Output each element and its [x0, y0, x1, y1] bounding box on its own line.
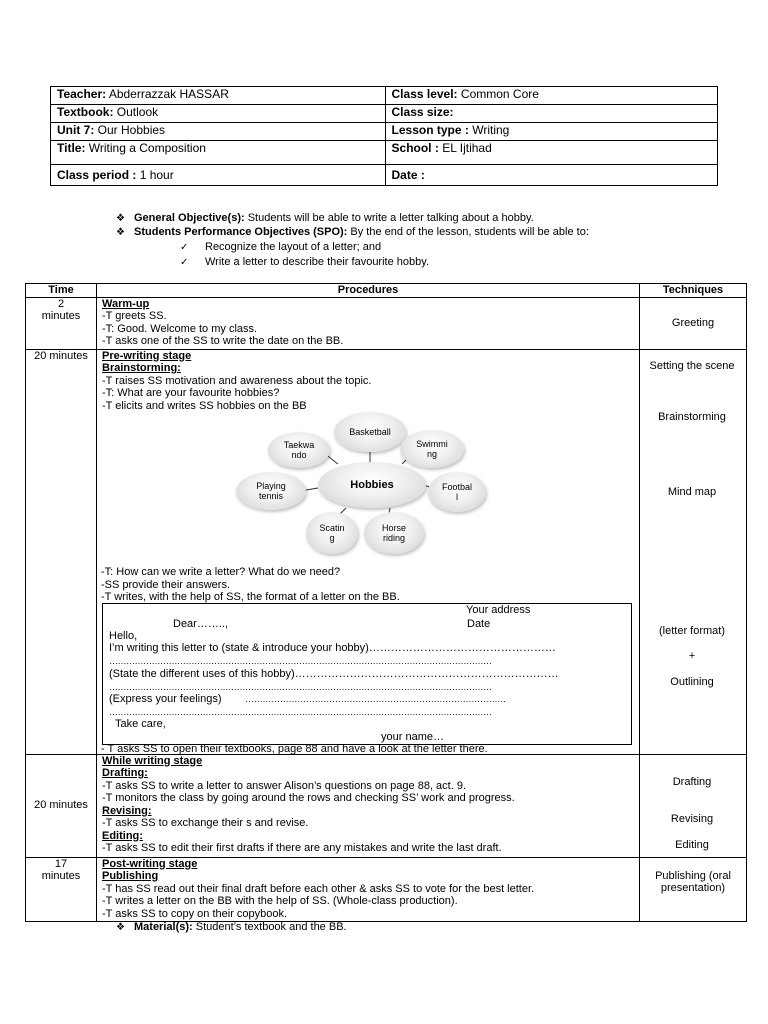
teacher-value: Abderrazzak HASSAR	[106, 87, 229, 101]
class-level-value: Common Core	[457, 87, 539, 101]
node-label: g	[329, 533, 335, 543]
spo-check-text: Write a letter to describe their favourite hobby.	[205, 256, 429, 268]
technique-mind-map: Mind map	[667, 486, 717, 498]
node-label: ng	[426, 449, 437, 459]
spo-check-text: Recognize the layout of a letter; and	[205, 241, 382, 253]
prewriting-letter-steps	[101, 566, 400, 604]
skating-node	[306, 512, 358, 554]
lesson-type-label: Lesson type :	[391, 123, 469, 137]
title-cell	[51, 141, 386, 165]
technique-setting-scene: Setting the scene	[649, 360, 735, 372]
date-label: Date :	[391, 167, 425, 182]
textbook-cell	[51, 105, 386, 123]
unit-value: Our Hobbies	[94, 123, 166, 137]
technique-drafting: Drafting	[672, 776, 712, 788]
spo-objective	[116, 225, 589, 240]
procedure-line: -T: How can we write a letter? What do we need?	[101, 566, 341, 578]
hobbies-mind-map	[230, 408, 490, 558]
class-period-value: 1 hour	[136, 167, 174, 182]
procedure-line: -T asks SS to write a letter to answer Alison’s questions on page 88, act. 9.	[102, 779, 467, 792]
date-cell	[385, 165, 717, 186]
unit-cell	[51, 123, 386, 141]
taekwando-node	[268, 432, 330, 468]
procedure-line: -T greets SS.	[102, 310, 167, 322]
class-period-cell	[51, 165, 386, 186]
school-cell	[385, 141, 717, 165]
general-objective-text: Students will be able to write a letter talking about a hobby.	[244, 212, 534, 224]
warmup-procedure	[97, 297, 640, 349]
prewriting-time: 20 minutes	[26, 349, 97, 754]
warmup-time	[26, 297, 97, 349]
postwriting-time-unit: minutes	[41, 870, 81, 882]
letter-format-box	[102, 603, 632, 745]
editing-title: Editing:	[102, 829, 143, 842]
node-label: riding	[382, 533, 405, 543]
procedure-line: -T writes a letter on the BB with the help of SS. (Whole-class production).	[102, 895, 458, 907]
warmup-title: Warm-up	[102, 297, 150, 310]
materials	[116, 920, 347, 935]
class-period-label: Class period :	[57, 167, 137, 182]
letter-line-feelings: (Express your feelings)	[109, 693, 222, 705]
title-value: Writing a Composition	[85, 141, 206, 155]
materials-label: Material(s):	[134, 921, 193, 933]
node-label: Horse	[381, 523, 406, 533]
whilewriting-title: While writing stage	[102, 754, 203, 767]
class-level-label: Class level:	[391, 87, 458, 101]
publishing-title: Publishing	[102, 870, 159, 882]
postwriting-technique	[640, 857, 747, 921]
procedure-line: -SS provide their answers.	[101, 578, 230, 591]
procedure-line: -T: Good. Welcome to my class.	[102, 322, 258, 335]
postwriting-row	[26, 857, 747, 921]
procedure-line: -T asks SS to edit their first drafts if there are any mistakes and write the last draft.	[102, 842, 502, 854]
basketball-node	[334, 412, 406, 452]
class-size-label: Class size:	[391, 105, 454, 119]
technique-plus: +	[688, 650, 696, 662]
spo-check-2	[180, 255, 429, 270]
node-label: Playing	[256, 481, 286, 491]
node-label: Taekwa	[283, 440, 315, 450]
postwriting-time-number: 17	[54, 857, 68, 870]
spo-text: By the end of the lesson, students will be able to:	[347, 226, 589, 238]
general-objective	[116, 211, 534, 226]
node-label: Swimmi	[416, 439, 448, 449]
teacher-label: Teacher:	[57, 87, 107, 101]
class-level-cell	[385, 87, 717, 105]
teacher-cell	[51, 87, 386, 105]
letter-dots: ………………………………………………………………………………………………………………………	[109, 656, 492, 666]
node-label: Footbal	[441, 482, 473, 492]
node-label: tennis	[258, 491, 284, 501]
technique-editing: Editing	[675, 839, 709, 851]
prewriting-last-line: - T asks SS to open their textbooks, page 88 and have a look at the letter there.	[101, 743, 488, 755]
procedure-line: -T: What are your favourite hobbies?	[102, 387, 280, 399]
technique-brainstorming: Brainstorming	[658, 411, 726, 423]
techniques-header: Techniques	[640, 284, 747, 298]
procedure-line: -T elicits and writes SS hobbies on the BB	[102, 399, 307, 412]
unit-label: Unit 7:	[57, 123, 95, 137]
procedure-line: -T monitors the class by going around the rows and checking SS’ work and progress.	[102, 792, 515, 804]
time-header: Time	[26, 284, 97, 298]
brainstorming-title: Brainstorming:	[102, 362, 181, 374]
postwriting-title: Post-writing stage	[102, 857, 198, 870]
letter-line-hobby: I’m writing this letter to (state & introduce your hobby)……………………………………………	[109, 642, 556, 654]
letter-your-name: your name…	[381, 731, 444, 743]
letter-dots: ………………………………………………………………………………………………………………………	[109, 707, 492, 717]
spo-label: Students Performance Objectives (SPO):	[134, 226, 348, 238]
football-node	[428, 472, 486, 512]
technique-outlining: Outlining	[670, 676, 714, 688]
swimming-node	[400, 430, 464, 468]
textbook-label: Textbook:	[57, 105, 114, 119]
title-label: Title:	[57, 141, 86, 155]
prewriting-title: Pre-writing stage	[102, 349, 192, 362]
letter-date: Date	[467, 618, 491, 630]
prewriting-techniques	[640, 349, 747, 754]
materials-text: Student’s textbook and the BB.	[192, 921, 347, 933]
warmup-time-number: 2	[57, 297, 65, 310]
checkmark-icon: ✓	[180, 257, 189, 268]
procedure-line: -T has SS read out their final draft before each other & asks SS to vote for the best letter.	[102, 882, 535, 895]
lesson-type-value: Writing	[468, 123, 510, 137]
warmup-technique: Greeting	[640, 297, 747, 349]
node-label: l	[456, 492, 458, 502]
technique-label: presentation)	[660, 882, 726, 894]
procedure-line: -T asks one of the SS to write the date on the BB.	[102, 335, 344, 347]
diamond-bullet-icon: ❖	[116, 213, 125, 224]
node-label: ndo	[291, 450, 307, 460]
general-objective-label: General Objective(s):	[134, 212, 245, 224]
diamond-bullet-icon: ❖	[116, 227, 125, 238]
diamond-bullet-icon: ❖	[116, 922, 125, 933]
whilewriting-time: 20 minutes	[26, 754, 97, 857]
node-label: Basketball	[349, 427, 391, 437]
whilewriting-procedure	[97, 754, 640, 857]
warmup-row	[26, 297, 747, 349]
letter-take-care: Take care,	[115, 718, 166, 730]
lesson-type-cell	[385, 123, 717, 141]
school-value: EL Ijtihad	[438, 141, 492, 155]
checkmark-icon: ✓	[180, 242, 189, 253]
procedure-line: -T asks SS to exchange their s and revise.	[102, 817, 309, 829]
whilewriting-row	[26, 754, 747, 857]
letter-hello: Hello,	[109, 630, 138, 642]
technique-revising: Revising	[670, 813, 714, 825]
letter-dots: ………………………………………………………………………………	[245, 694, 507, 704]
textbook-value: Outlook	[113, 105, 159, 119]
playing-tennis-node	[236, 472, 306, 510]
node-label: Scatin	[319, 523, 345, 533]
procedures-header: Procedures	[97, 284, 640, 298]
letter-line-uses: (State the different uses of this hobby)………………………………………………………………	[109, 668, 559, 680]
spo-check-1	[180, 240, 381, 255]
school-label: School :	[391, 141, 439, 155]
table-header-row	[26, 284, 747, 298]
technique-label: Publishing (oral	[655, 869, 731, 882]
hobbies-center-node	[318, 462, 426, 508]
class-size-cell	[385, 105, 717, 123]
postwriting-procedure	[97, 857, 640, 921]
postwriting-time	[26, 857, 97, 921]
letter-dots: ………………………………………………………………………………………………………………………	[109, 682, 492, 692]
procedure-line: -T asks SS to copy on their copybook.	[102, 907, 288, 920]
horse-riding-node	[364, 512, 424, 554]
procedure-line: -T writes, with the help of SS, the format of a letter on the BB.	[101, 591, 400, 603]
revising-title: Revising:	[102, 804, 152, 817]
letter-dear: Dear……..,	[173, 618, 229, 630]
drafting-title: Drafting:	[102, 767, 148, 779]
node-label: Hobbies	[350, 479, 394, 491]
procedure-line: -T raises SS motivation and awareness about the topic.	[102, 374, 372, 387]
warmup-time-unit: minutes	[41, 310, 81, 322]
lesson-info-table	[50, 86, 718, 186]
letter-your-address: Your address	[466, 604, 531, 616]
technique-letter-format: (letter format)	[658, 625, 725, 637]
